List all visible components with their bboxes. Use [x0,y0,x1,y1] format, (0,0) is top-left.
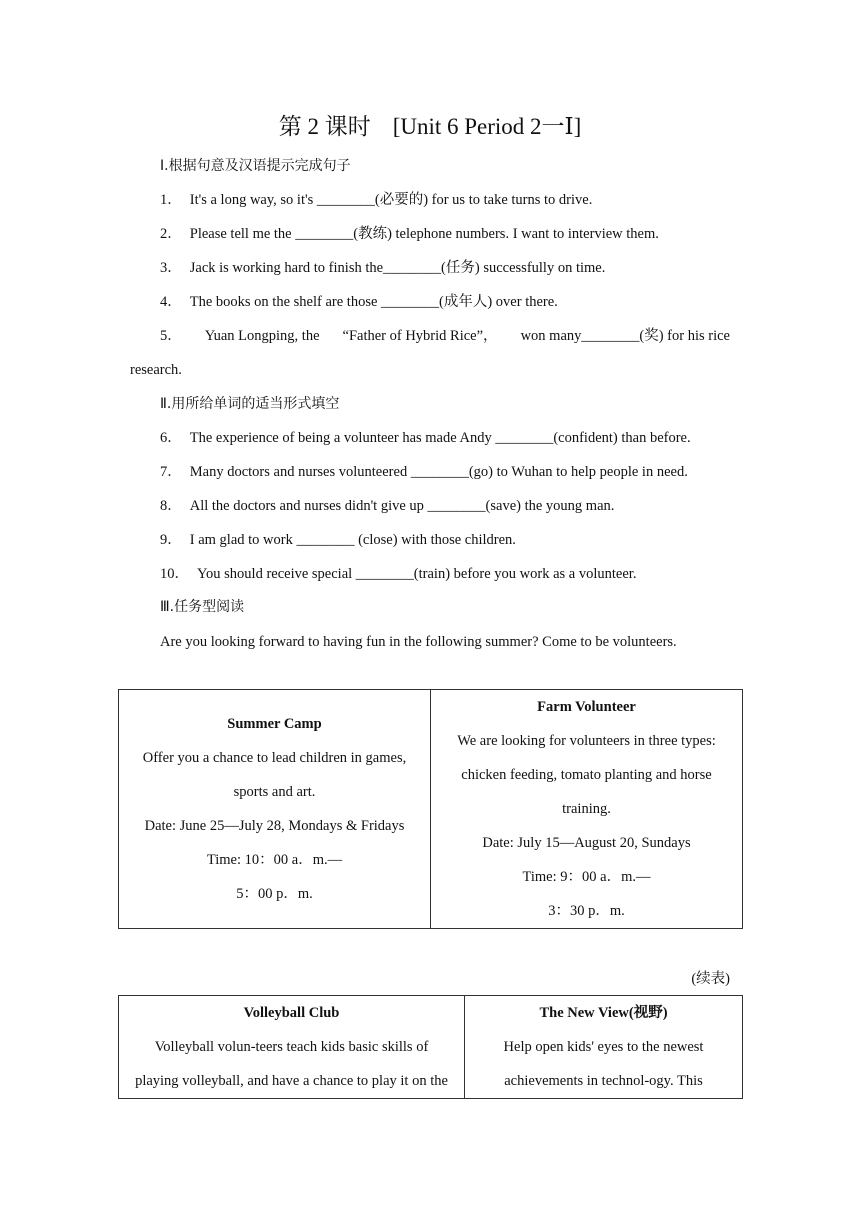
volunteer-table-1 [118,689,743,929]
cell-line: 3：30 p．m. [548,903,625,919]
page-title [0,112,860,142]
question-number: 6． [160,430,182,446]
cell-line: Time: 9：00 a．m.— [522,869,651,885]
cell-line: achievements in technol-ogy. This [504,1073,703,1089]
cell-title: The New View(视野) [539,1005,668,1021]
question-number: 4． [160,294,182,310]
volunteer-table-2 [118,995,743,1099]
question-number: 2． [160,226,182,242]
cell-line: Volleyball volun-teers teach kids basic skills of [154,1039,429,1055]
question-text: I am glad to work ________ (close) with those children. [189,532,516,548]
cell-line: Help open kids' eyes to the newest [503,1039,704,1055]
question-8 [160,496,614,516]
cell-line: Date: June 25—July 28, Mondays & Fridays [144,818,405,834]
question-text: You should receive special ________(train) before you work as a volunteer. [197,566,637,582]
question-text-part: Yuan Longping, the [204,328,320,344]
section-1-heading: Ⅰ.根据句意及汉语提示完成句子 [160,158,351,174]
cell-line: We are looking for volunteers in three types: [457,733,716,749]
cell-title: Summer Camp [227,716,322,732]
reading-intro: Are you looking forward to having fun in the following summer? Come to be volunteers. [160,634,677,650]
cell-title: Volleyball Club [243,1005,340,1021]
question-5-continuation: research. [130,362,182,378]
question-2 [160,224,659,244]
cell-line: 5：00 p．m. [236,886,313,902]
cell-line: Time: 10：00 a．m.— [206,852,343,868]
section-2-heading: Ⅱ.用所给单词的适当形式填空 [160,396,340,412]
question-number: 7． [160,464,182,480]
question-number: 10． [160,566,189,582]
question-9 [160,530,516,550]
question-5 [160,326,730,346]
question-text-part: “Father of Hybrid Rice”， [342,328,498,344]
question-6 [160,428,691,448]
question-number: 1． [160,192,182,208]
question-text: The books on the shelf are those ________(成年人) over there. [189,294,558,310]
cell-volleyball-club [119,996,465,1099]
cell-summer-camp [119,690,431,929]
cell-line: Date: July 15—August 20, Sundays [482,835,691,851]
question-text: Many doctors and nurses volunteered ________(go) to Wuhan to help people in need. [189,464,688,480]
question-7 [160,462,688,482]
question-number: 3． [160,260,182,276]
question-number: 5． [160,328,182,344]
cell-new-view [465,996,743,1099]
question-4 [160,292,558,312]
continued-label: (续表) [691,971,730,987]
cell-line: chicken feeding, tomato planting and horse [461,767,712,783]
cell-title: Farm Volunteer [537,699,636,715]
cell-line: playing volleyball, and have a chance to play it on the [135,1073,448,1089]
cell-line: training. [562,801,611,817]
question-1 [160,190,592,210]
question-text: All the doctors and nurses didn't give up ________(save) the young man. [189,498,615,514]
question-3 [160,258,605,278]
question-text: Jack is working hard to finish the________(任务) successfully on time. [189,260,606,276]
lesson-label: 第 2 课时 [278,114,371,139]
cell-line: sports and art. [233,784,316,800]
unit-label: [Unit 6 Period 2一Ⅰ] [392,114,582,139]
question-10 [160,564,636,584]
question-text: It's a long way, so it's ________(必要的) for us to take turns to drive. [189,192,593,208]
cell-farm-volunteer [431,690,743,929]
question-text-part: won many________(奖) for his rice [520,328,730,344]
section-3-heading: Ⅲ.任务型阅读 [160,599,245,615]
question-number: 8． [160,498,182,514]
question-text: The experience of being a volunteer has made Andy ________(confident) than before. [189,430,691,446]
question-number: 9． [160,532,182,548]
cell-line: Offer you a chance to lead children in games, [142,750,407,766]
question-text: Please tell me the ________(教练) telephone numbers. I want to interview them. [189,226,659,242]
